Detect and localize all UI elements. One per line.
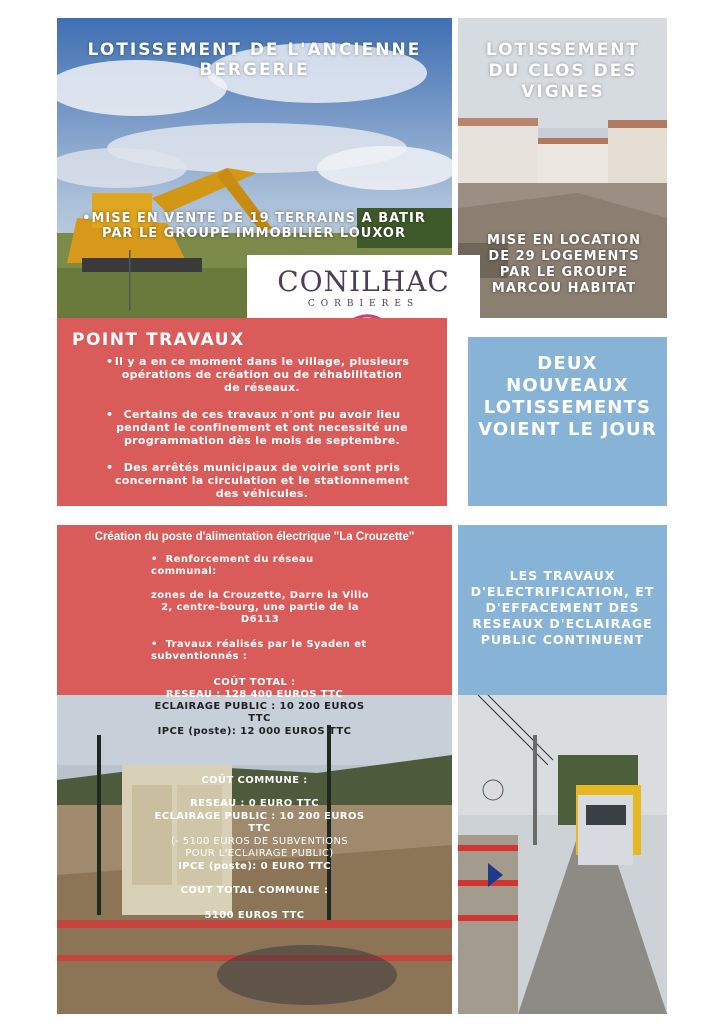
bullet-dot: • [151,554,166,565]
cout-total-commune-value: 5100 EUROS TTC [204,910,305,921]
list-item: • Des arrêtés municipaux de voirie sont pris concernant la circulation et le stationnement des véhicules. [106,461,410,500]
cout-total-line: IPCE (poste): 12 000 EUROS TTC [157,726,352,737]
point-travaux-heading: POINT TRAVAUX [72,330,245,350]
cout-total-label: COÛT TOTAL : [213,677,296,688]
cout-commune-label: COÛT COMMUNE : [201,775,308,786]
lotissements-headline: DEUX NOUVEAUX LOTISSEMENTS VOIENT LE JOUR [478,353,657,440]
list-item: • Il y a en ce moment dans le village, plusieurs opérations de création ou de réhabilitation de réseaux. [106,355,410,394]
crouzette-bullet-1: • Renforcement du réseau communal: [151,554,314,577]
bergerie-caption: •MISE EN VENTE DE 19 TERRAINS A BATIR PAR LE GROUPE IMMOBILIER LOUXOR [82,211,426,241]
bullet-dot: • [151,639,166,650]
clos-des-vignes-caption: MISE EN LOCATION DE 29 LOGEMENTS PAR LE GROUPE MARCOU HABITAT [487,233,641,296]
cout-total-line: RESEAU : 128 400 EUROS TTC [165,689,344,700]
bergerie-title: LOTISSEMENT DE L'ANCIENNE BERGERIE [87,40,422,80]
clos-des-vignes-title: LOTISSEMENT DU CLOS DES VIGNES [485,40,641,102]
point-travaux-list [106,355,412,514]
cout-total-line: ECLAIRAGE PUBLIC : 10 200 EUROS TTC [154,701,365,724]
lotissements-headline-panel [468,337,667,506]
cout-commune-line: (- 5100 EUROS DE SUBVENTIONS POUR L'ECLAIRAGE PUBLIC) [170,836,349,859]
crouzette-zones: zones de la Crouzette, Darre la Villo 2, centre-bourg, une partie de la D6113 [151,590,369,625]
logo-name: CONILHAC [277,265,450,298]
cout-commune-line: RESEAU : 0 EURO TTC [190,798,319,809]
cout-commune-line: ECLAIRAGE PUBLIC : 10 200 EUROS TTC [154,811,365,834]
electrification-photo [458,695,667,1014]
crouzette-content [57,525,452,935]
crouzette-heading: Création du poste d'alimentation électrique "La Crouzette" [94,531,415,543]
crouzette-bullet-2: • Travaux réalisés par le Syaden et subventionnés : [151,639,367,662]
electrification-text: LES TRAVAUX D'ELECTRIFICATION, ET D'EFFACEMENT DES RESEAUX D'ECLAIRAGE PUBLIC CONTINUENT [470,568,655,647]
electrification-panel [458,525,667,695]
list-item: • Certains de ces travaux n'ont pu avoir lieu pendant le confinement et ont necessité une programmation dès le mois de septembre. [106,408,408,447]
logo-subtitle: CORBIERES [307,299,420,309]
point-travaux-panel [57,318,447,506]
cout-total-commune-label: COUT TOTAL COMMUNE : [180,885,329,896]
cout-commune-line: IPCE (poste): 0 EURO TTC [178,861,331,872]
